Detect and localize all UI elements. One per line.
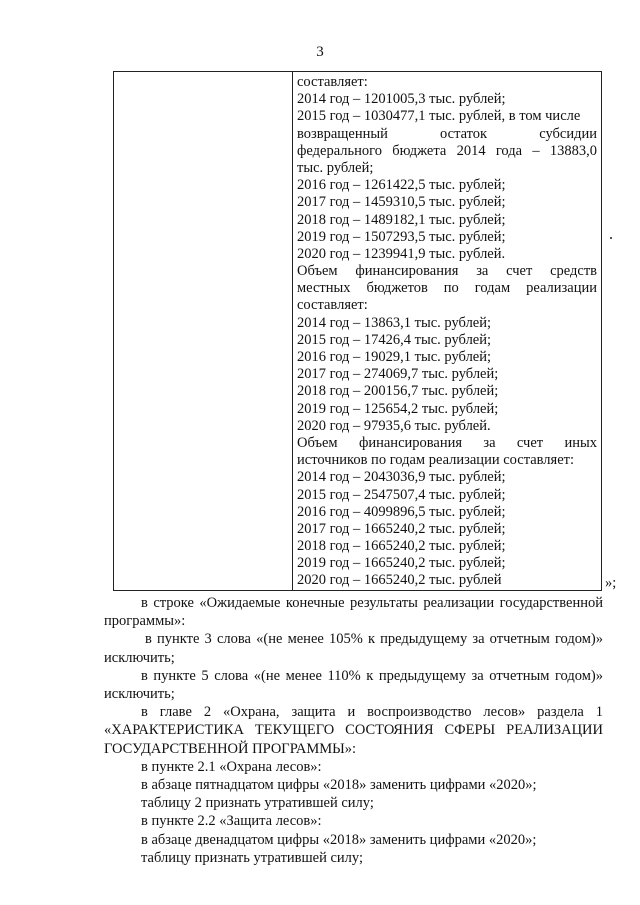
table-line: 2015 год – 2547507,4 тыс. рублей; xyxy=(297,486,506,503)
paragraph: в пункте 5 слова «(не менее 110% к предыдущему за отчетным годом)» исключить; xyxy=(104,667,603,703)
closing-quote-mark: »; xyxy=(605,575,617,591)
paragraph: в пункте 2.2 «Защита лесов»: xyxy=(141,813,322,830)
table-line: 2015 год – 17426,4 тыс. рублей; xyxy=(297,331,492,348)
paragraph: в строке «Ожидаемые конечные результаты реализации государственной программы»: xyxy=(104,595,603,630)
paragraph: в главе 2 «Охрана, защита и воспроизводство лесов» раздела 1 «ХАРАКТЕРИСТИКА ТЕКУЩЕГО СОСТОЯНИЯ СФЕРЫ РЕАЛИЗАЦИИ ГОСУДАРСТВЕННОЙ ПРОГРАММЫ»: xyxy=(104,704,603,757)
table-line: 2020 год – 1239941,9 тыс. рублей. xyxy=(297,245,506,262)
table-line: 2019 год – 1665240,2 тыс. рублей; xyxy=(297,555,506,572)
table-line: 2015 год – 1030477,1 тыс. рублей, в том числе xyxy=(297,108,581,125)
paragraph: таблицу 2 признать утратившей силу; xyxy=(141,795,374,812)
program-passport-table xyxy=(113,71,602,591)
table-line: источников по годам реализации составляет: xyxy=(297,452,575,469)
paragraph: в пункте 3 слова «(не менее 105% к предыдущему за отчетным годом)» исключить; xyxy=(104,631,603,666)
table-line: 2017 год – 1459310,5 тыс. рублей; xyxy=(297,194,506,211)
paragraph: таблицу признать утратившей силу; xyxy=(141,849,364,866)
table-column-divider xyxy=(292,72,293,590)
table-right-cell xyxy=(297,74,597,590)
table-line: 2017 год – 274069,7 тыс. рублей; xyxy=(297,366,499,383)
table-line: 2018 год – 1489182,1 тыс. рублей; xyxy=(297,211,506,228)
paragraph: в абзаце двенадцатом цифры «2018» заменить цифрами «2020»; xyxy=(141,831,537,848)
page-number: 3 xyxy=(316,44,324,60)
table-line: 2016 год – 4099896,5 тыс. рублей; xyxy=(297,503,506,520)
table-line: местных бюджетов по годам реализации xyxy=(297,280,597,297)
table-line: возвращенный остаток субсидии xyxy=(297,125,597,142)
scan-speck xyxy=(610,237,612,239)
table-line: Объем финансирования за счет иных xyxy=(297,434,597,451)
table-line: 2018 год – 200156,7 тыс. рублей; xyxy=(297,383,499,400)
amendment-text xyxy=(104,594,603,867)
table-line: 2014 год – 2043036,9 тыс. рублей; xyxy=(297,469,506,486)
table-line: 2014 год – 13863,1 тыс. рублей; xyxy=(297,314,492,331)
table-line: 2019 год – 1507293,5 тыс. рублей; xyxy=(297,228,506,245)
table-line: составляет: xyxy=(297,297,368,314)
table-line: 2016 год – 1261422,5 тыс. рублей; xyxy=(297,177,506,194)
table-line: 2014 год – 1201005,3 тыс. рублей; xyxy=(297,91,506,108)
paragraph: в пункте 2.1 «Охрана лесов»: xyxy=(141,758,322,775)
paragraph: в абзаце пятнадцатом цифры «2018» заменить цифрами «2020»; xyxy=(141,777,537,794)
table-line: 2017 год – 1665240,2 тыс. рублей; xyxy=(297,520,506,537)
table-line: Объем финансирования за счет средств xyxy=(297,263,597,280)
table-line: 2019 год – 125654,2 тыс. рублей; xyxy=(297,400,499,417)
table-line: 2020 год – 1665240,2 тыс. рублей xyxy=(297,572,502,589)
table-line: 2020 год – 97935,6 тыс. рублей. xyxy=(297,417,491,434)
table-line: 2018 год – 1665240,2 тыс. рублей; xyxy=(297,538,506,555)
table-line: 2016 год – 19029,1 тыс. рублей; xyxy=(297,349,492,365)
table-line: тыс. рублей; xyxy=(297,159,374,176)
table-line: составляет: xyxy=(297,74,368,90)
table-line: федерального бюджета 2014 года – 13883,0 xyxy=(297,142,597,159)
